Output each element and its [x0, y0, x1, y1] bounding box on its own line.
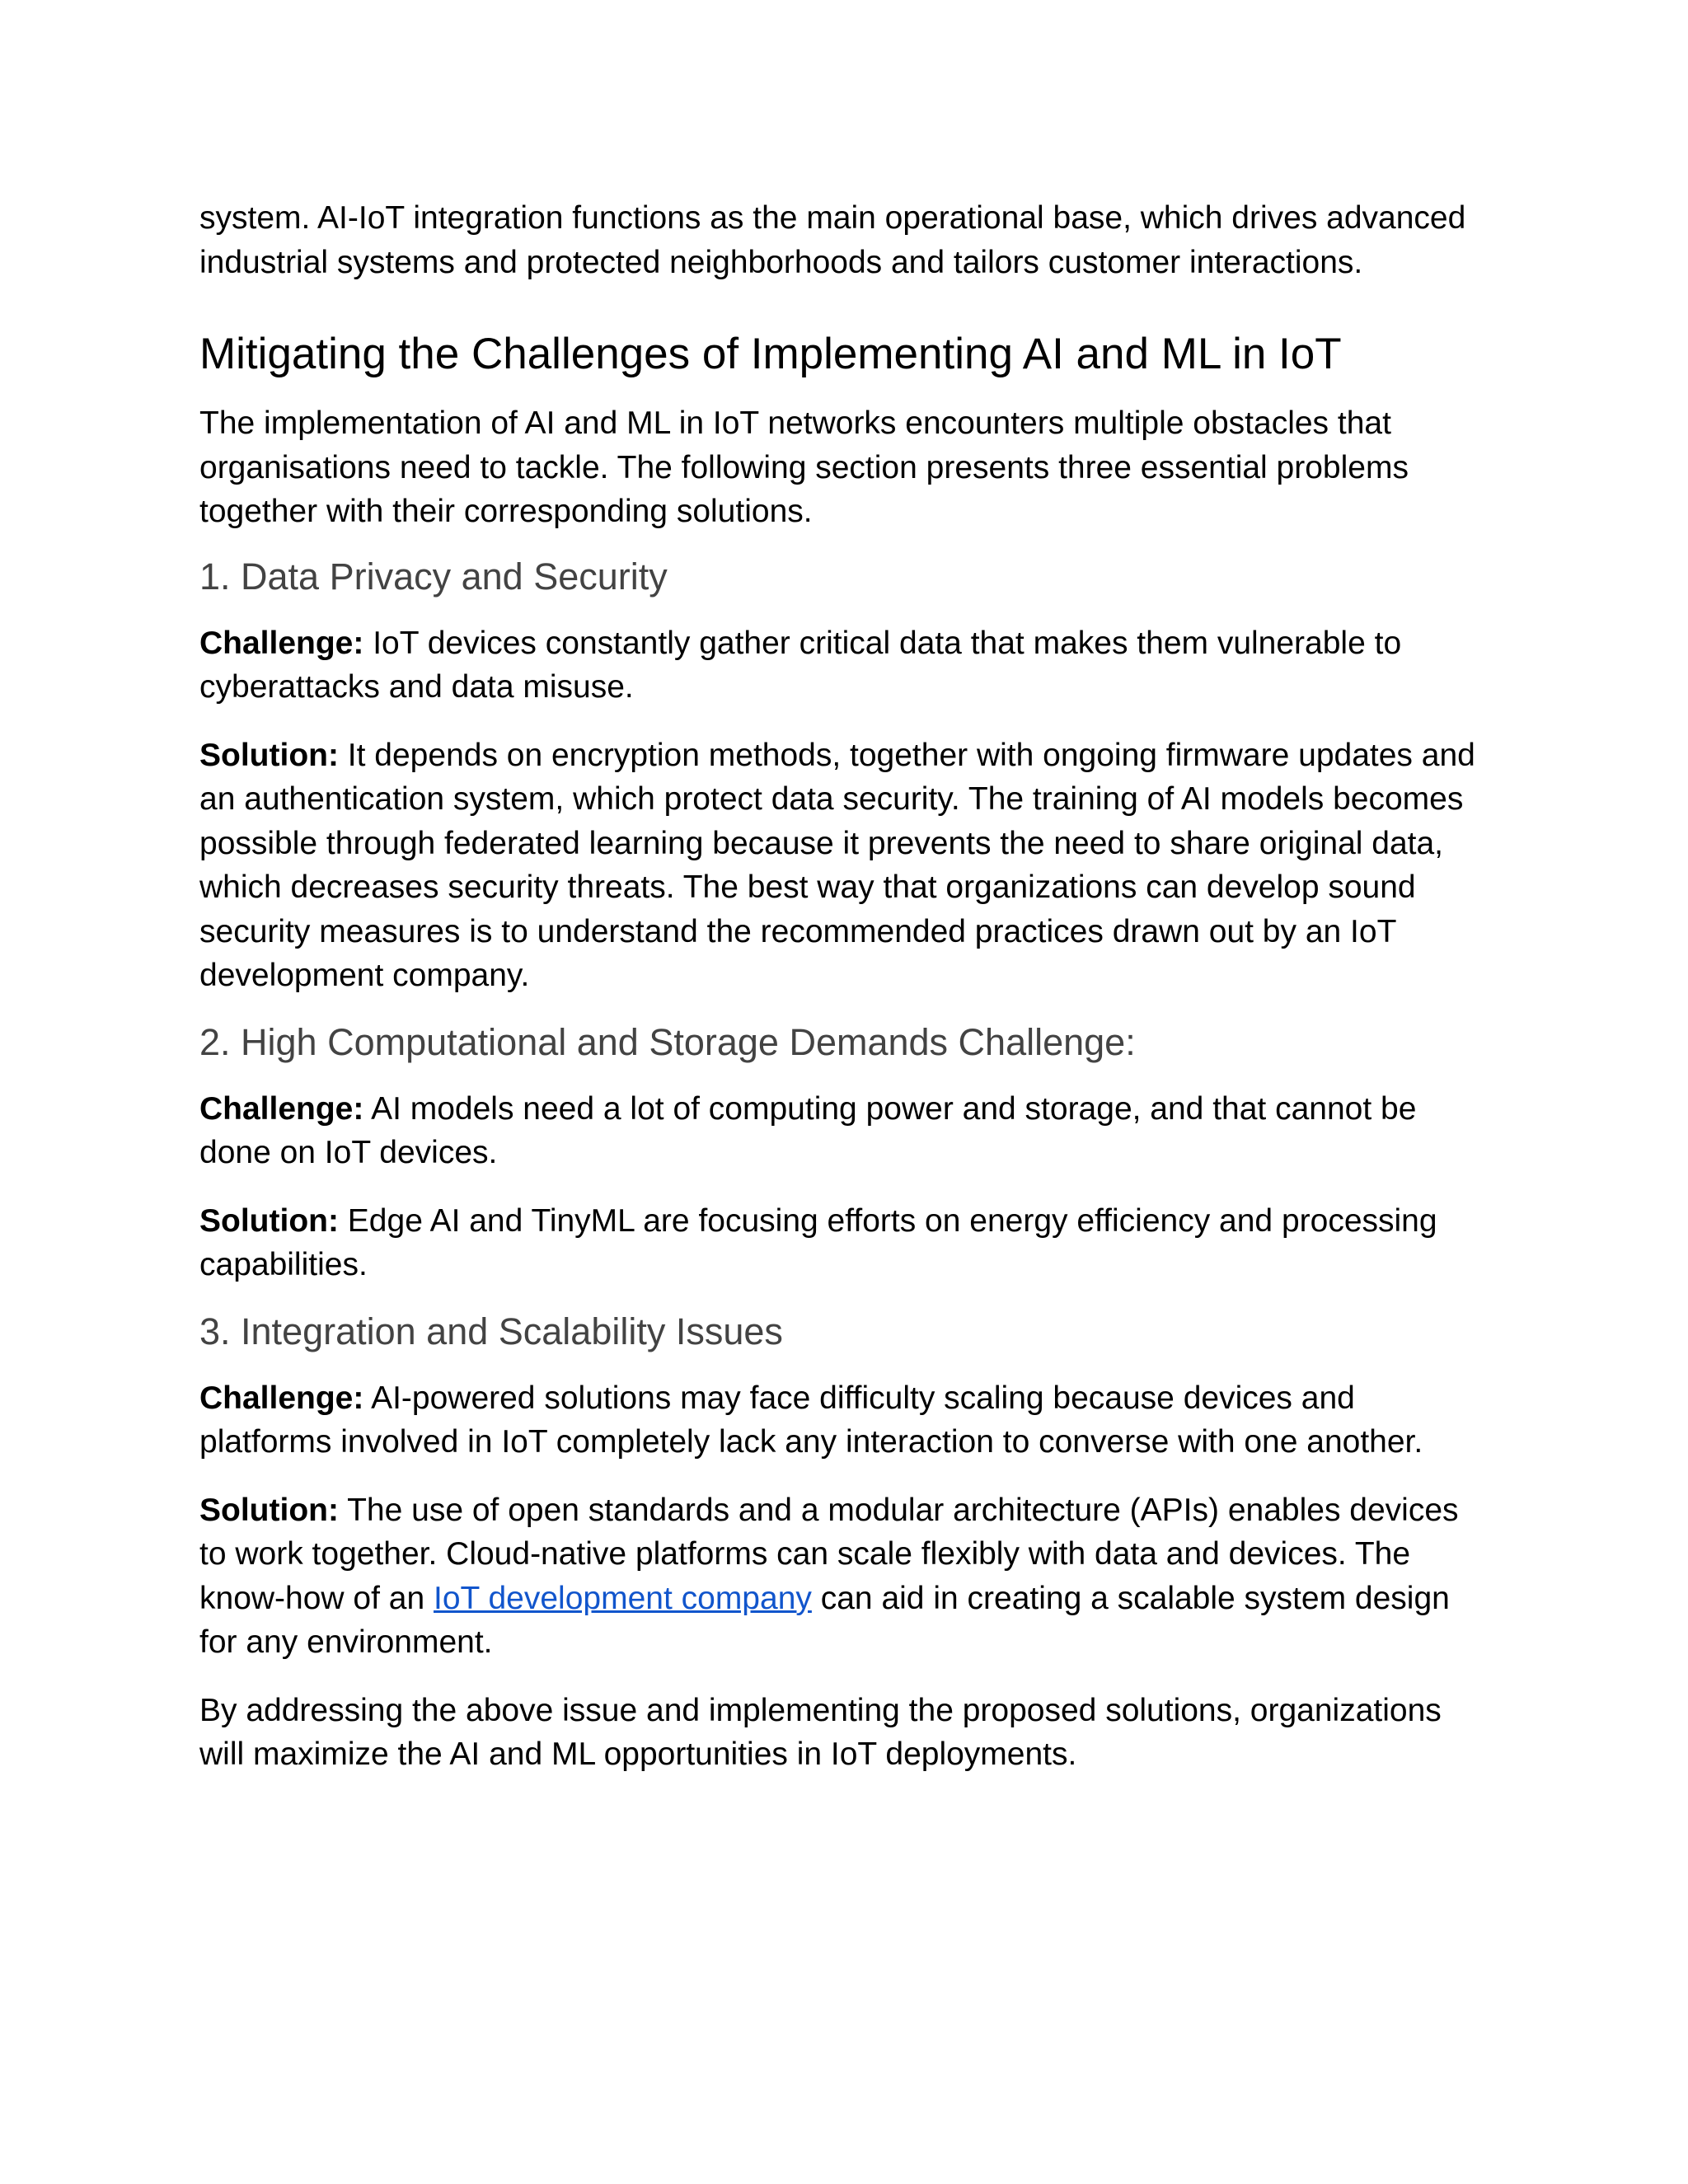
solution-text: It depends on encryption methods, together with ongoing firmware updates and an authentication system, which protect data security. The training of AI models becomes possible through federated learning because it prevents the need to share original data, which decreases security threats. The best way that organizations can develop sound security measures is to understand the recommended practices drawn out by an IoT development company.: [199, 737, 1475, 993]
iot-development-company-link[interactable]: IoT development company: [434, 1580, 812, 1616]
challenge-label: Challenge:: [199, 1380, 364, 1416]
challenge-paragraph-1: [199, 621, 1493, 710]
section-title: Mitigating the Challenges of Implementing AI and ML in IoT: [199, 330, 1342, 378]
solution-text: Edge AI and TinyML are focusing efforts on energy efficiency and processing capabilities.: [199, 1202, 1437, 1282]
solution-text-after-link: can aid in creating a scalable system design for any environment.: [199, 1580, 1450, 1660]
section-lead-paragraph: The implementation of AI and ML in IoT networks encounters multiple obstacles that organisations need to tackle. The following section presents three essential problems together with their corresponding solutions.: [199, 405, 1409, 529]
solution-label: Solution:: [199, 1202, 339, 1239]
solution-paragraph-2: [199, 1199, 1493, 1287]
intro-paragraph-tail: system. AI-IoT integration functions as the main operational base, which drives advanced industrial systems and protected neighborhoods and tailors customer interactions.: [199, 200, 1466, 280]
challenge-text: AI models need a lot of computing power and storage, and that cannot be done on IoT devices.: [199, 1090, 1417, 1170]
solution-paragraph-1: [199, 733, 1493, 998]
document-page: [199, 196, 1493, 1777]
challenge-paragraph-2: [199, 1087, 1493, 1175]
subheading-integration-scalability: 3. Integration and Scalability Issues: [199, 1310, 783, 1352]
challenge-text: IoT devices constantly gather critical data that makes them vulnerable to cyberattacks and data misuse.: [199, 625, 1402, 705]
challenge-label: Challenge:: [199, 625, 364, 661]
solution-label: Solution:: [199, 1492, 339, 1528]
challenge-label: Challenge:: [199, 1090, 364, 1127]
conclusion-paragraph: By addressing the above issue and implementing the proposed solutions, organizations will maximize the AI and ML opportunities in IoT deployments.: [199, 1692, 1442, 1772]
solution-text-before-link: The use of open standards and a modular architecture (APIs) enables devices to work together. Cloud-native platforms can scale flexibly with data and devices. The know-how of an: [199, 1492, 1459, 1616]
subheading-data-privacy: 1. Data Privacy and Security: [199, 555, 668, 598]
solution-label: Solution:: [199, 737, 339, 773]
subheading-computational-demands: 2. High Computational and Storage Demands Challenge:: [199, 1020, 1136, 1063]
challenge-paragraph-3: [199, 1376, 1493, 1465]
challenge-text: AI-powered solutions may face difficulty scaling because devices and platforms involved in IoT completely lack any interaction to converse with one another.: [199, 1380, 1423, 1460]
solution-paragraph-3: [199, 1488, 1493, 1665]
